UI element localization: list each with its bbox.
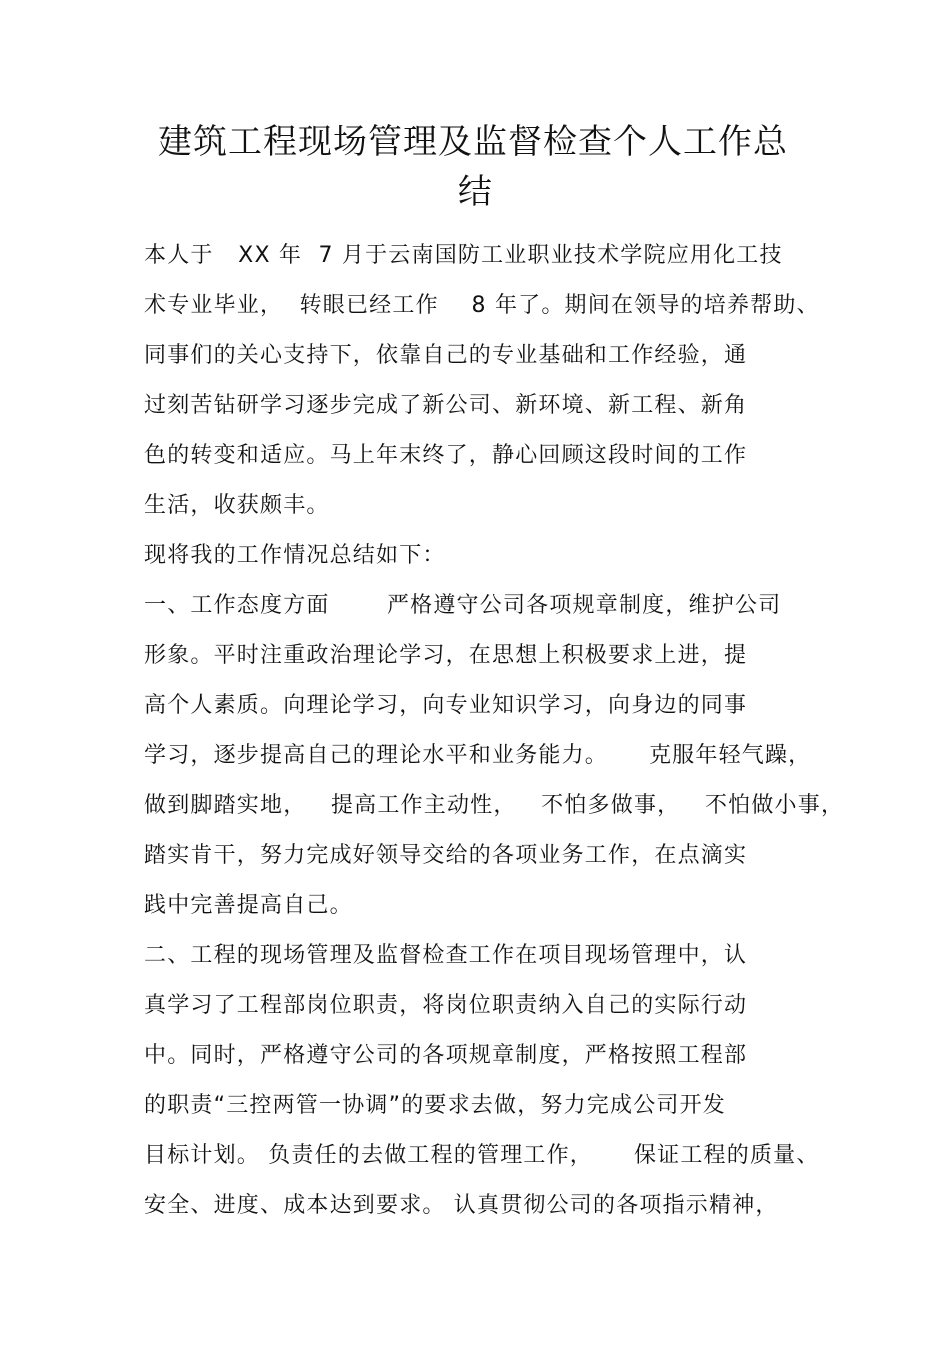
- body-line: 安全、进度、成本达到要求。 认真贯彻公司的各项指示精神，: [144, 1193, 779, 1218]
- body-line: 色的转变和适应。马上年末终了，静心回顾这段时间的工作: [144, 443, 748, 468]
- body-line: 中。同时，严格遵守公司的各项规章制度，严格按照工程部: [144, 1043, 748, 1068]
- body-line: 踏实肯干，努力完成好领导交给的各项业务工作，在点滴实: [144, 843, 748, 868]
- body-line: 的职责“三控两管一协调”的要求去做，努力完成公司开发: [144, 1093, 726, 1118]
- body-line: 形象。平时注重政治理论学习，在思想上积极要求上进，提: [144, 643, 748, 668]
- body-line: 术专业毕业， 转眼已经工作 8 年了。期间在领导的培养帮助、: [144, 293, 820, 318]
- document-title-line-2: 结: [458, 172, 493, 212]
- body-line: 过刻苦钻研学习逐步完成了新公司、新环境、新工程、新角: [144, 393, 748, 418]
- body-line: 本人于 XX 年 7 月于云南国防工业职业技术学院应用化工技: [144, 243, 783, 268]
- document-title-line-1: 建筑工程现场管理及监督检查个人工作总: [158, 122, 788, 162]
- body-line: 同事们的关心支持下，依靠自己的专业基础和工作经验，通: [144, 343, 748, 368]
- body-line: 现将我的工作情况总结如下：: [144, 543, 446, 568]
- body-line: 学习，逐步提高自己的理论水平和业务能力。 克服年轻气躁，: [144, 743, 812, 768]
- body-line: 高个人素质。向理论学习，向专业知识学习，向身边的同事: [144, 693, 748, 718]
- body-line: 目标计划。 负责任的去做工程的管理工作， 保证工程的质量、: [144, 1143, 820, 1168]
- body-line: 做到脚踏实地， 提高工作主动性， 不怕多做事， 不怕做小事，: [144, 793, 845, 818]
- body-line: 生活，收获颇丰。: [144, 493, 330, 518]
- body-line: 践中完善提高自己。: [144, 893, 353, 918]
- body-line: 一、工作态度方面 严格遵守公司各项规章制度，维护公司: [144, 593, 782, 618]
- body-line: 真学习了工程部岗位职责，将岗位职责纳入自己的实际行动: [144, 993, 748, 1018]
- body-line: 二、工程的现场管理及监督检查工作在项目现场管理中，认: [144, 943, 748, 968]
